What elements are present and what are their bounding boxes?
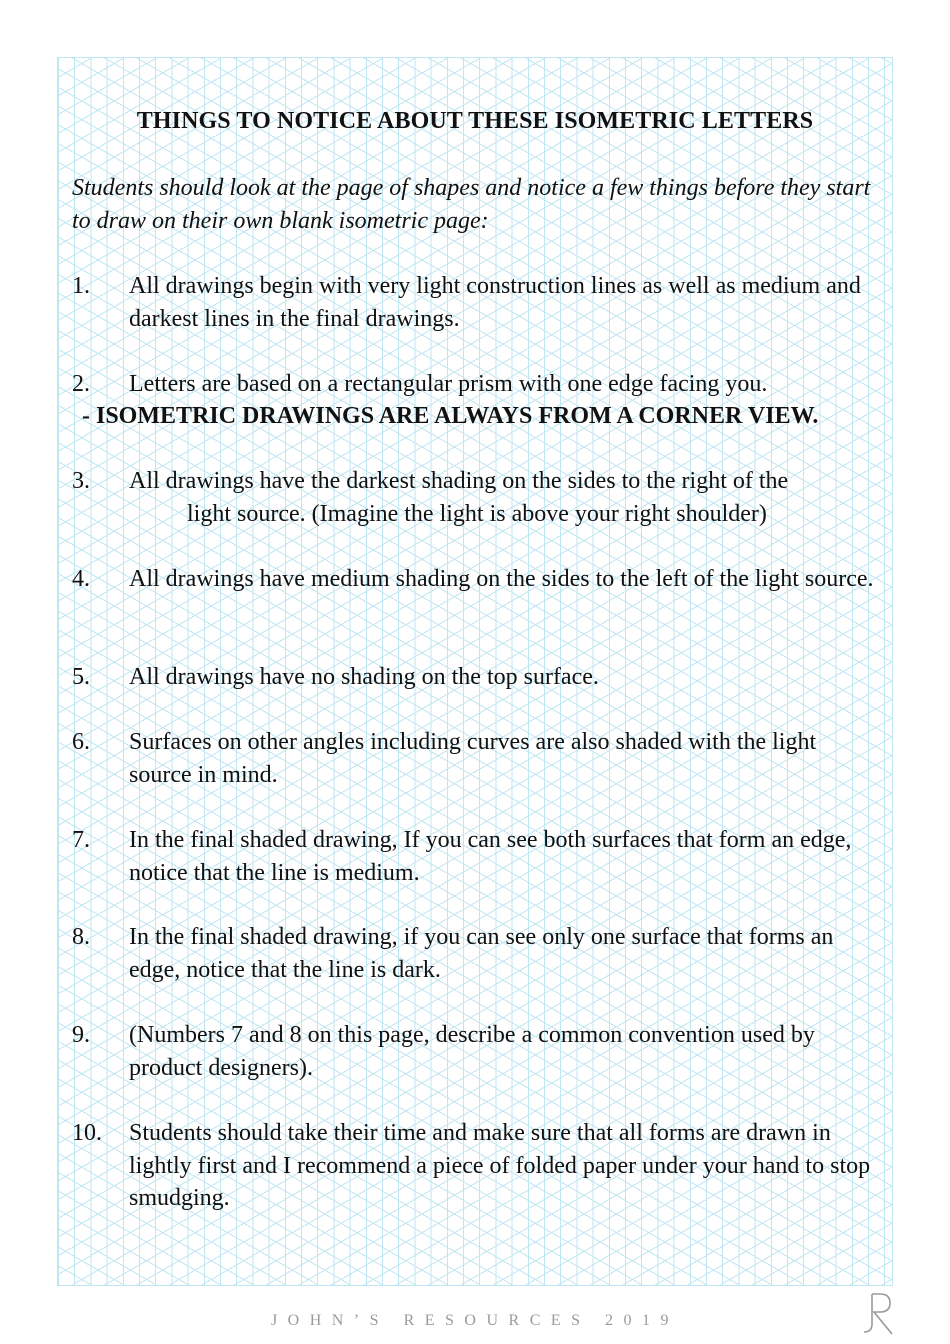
- list-item-number: 2.: [72, 371, 90, 397]
- list-item: [72, 465, 884, 530]
- list-item: [72, 368, 884, 401]
- list-item-number: 3.: [72, 468, 90, 494]
- list-item-text: Students should take their time and make sure that all forms are drawn in lightly first and I recommend a piece of folded paper under your hand to stop smudging.: [129, 1120, 871, 1211]
- list-item-number: 9.: [72, 1022, 90, 1048]
- list-item-text-block: [129, 465, 884, 530]
- list-item: [72, 824, 884, 889]
- list-item-text: All drawings have the darkest shading on the sides to the right of the: [129, 468, 789, 494]
- list-item-number: 4.: [72, 566, 90, 592]
- corner-view-note: - ISOMETRIC DRAWINGS ARE ALWAYS FROM A CORNER VIEW.: [82, 403, 819, 429]
- list-item: [72, 1019, 884, 1084]
- list-item-text: All drawings have no shading on the top surface.: [129, 664, 599, 690]
- intro-paragraph: Students should look at the page of shapes and notice a few things before they start to draw on their own blank isometric page:: [72, 175, 871, 234]
- list-item-text: In the final shaded drawing, If you can see both surfaces that form an edge, notice that the line is medium.: [129, 827, 852, 886]
- list-item-text: Letters are based on a rectangular prism with one edge facing you.: [129, 371, 768, 397]
- footer-credit: JOHN’S RESOURCES 2019: [270, 1312, 680, 1329]
- list-item-text: All drawings have medium shading on the sides to the left of the light source.: [129, 566, 874, 592]
- list-item-number: 8.: [72, 924, 90, 950]
- list-item-number: 10.: [72, 1120, 102, 1146]
- list-item-number: 5.: [72, 664, 90, 690]
- page-title: THINGS TO NOTICE ABOUT THESE ISOMETRIC LETTERS: [136, 108, 814, 134]
- list-item: [72, 726, 884, 791]
- jr-logo-icon: [860, 1290, 896, 1336]
- list-item: [72, 563, 884, 596]
- list-item-text: (Numbers 7 and 8 on this page, describe a common convention used by product designers).: [129, 1022, 815, 1081]
- list-item-text-continued: light source. (Imagine the light is above your right shoulder): [187, 500, 767, 527]
- list-item-text: In the final shaded drawing, if you can see only one surface that forms an edge, notice that the line is dark.: [129, 924, 834, 983]
- list-item-number: 7.: [72, 827, 90, 853]
- list-item-text: Surfaces on other angles including curves are also shaded with the light source in mind.: [129, 729, 817, 788]
- list-item-number: 1.: [72, 273, 90, 299]
- list-item: [72, 270, 884, 335]
- list-item: [72, 1117, 884, 1215]
- list-item: [72, 661, 884, 694]
- list-item: [72, 921, 884, 986]
- list-item-number: 6.: [72, 729, 90, 755]
- list-item-text: All drawings begin with very light construction lines as well as medium and darkest lines in the final drawings.: [129, 273, 861, 332]
